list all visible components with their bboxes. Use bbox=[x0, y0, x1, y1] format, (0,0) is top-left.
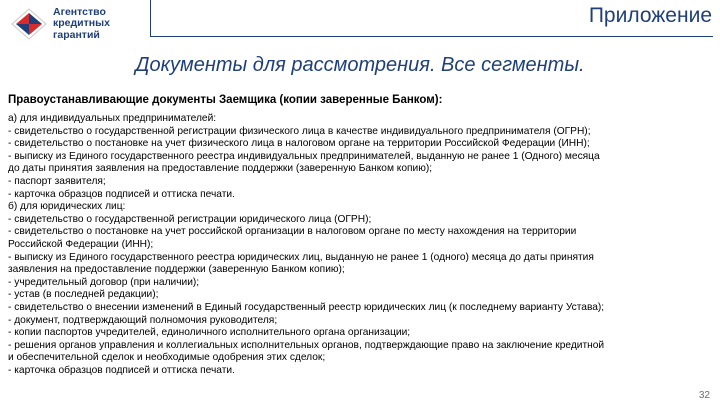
list-item: а) для индивидуальных предпринимателей: bbox=[8, 113, 217, 124]
list-item: - паспорт заявителя; bbox=[8, 175, 106, 187]
list-item: - выписку из Единого государственного реестра юридических лиц, выданную не ранее 1 (одного) месяца до даты принятия bbox=[8, 251, 594, 263]
list-item: - свидетельство о государственной регистрации юридического лица (ОГРН); bbox=[8, 213, 372, 225]
logo-line: Агентство bbox=[53, 5, 106, 18]
list-item: - устав (в последней редакции); bbox=[8, 289, 159, 301]
document-list bbox=[8, 113, 714, 377]
header bbox=[0, 0, 720, 50]
list-item: Российской Федерации (ИНН); bbox=[8, 238, 154, 250]
list-item: - копии паспортов учредителей, единоличного исполнительного органа организации; bbox=[8, 327, 411, 339]
list-item: - свидетельство о государственной регистрации физического лица в качестве индивидуального предпринимателя (ОГРН); bbox=[8, 125, 591, 137]
list-item: - свидетельство о постановке на учет физического лица в налоговом органе на территории Российской Федерации (ИНН); bbox=[8, 138, 590, 150]
logo-line: гарантий bbox=[53, 28, 100, 41]
section-heading: Правоустанавливающие документы Заемщика (копии заверенные Банком): bbox=[8, 94, 443, 106]
agency-logo bbox=[10, 5, 130, 43]
appendix-label: Приложение bbox=[588, 4, 712, 27]
list-item: - учредительный договор (при наличии); bbox=[8, 276, 200, 288]
logo-text bbox=[53, 7, 110, 42]
logo-line: кредитных bbox=[53, 17, 110, 30]
list-item: - выписку из Единого государственного реестра индивидуальных предпринимателей, выданную не ранее 1 (Одного) месяца bbox=[8, 150, 600, 162]
list-item: - свидетельство о внесении изменений в Единый государственный реестр юридических лиц (к последнему варианту Устава); bbox=[8, 301, 605, 313]
list-item: б) для юридических лиц: bbox=[8, 201, 126, 213]
list-item: до даты принятия заявления на предоставление поддержки (заверенную Банком копию); bbox=[8, 163, 433, 175]
list-item: - решения органов управления и коллегиальных исполнительных органов, подтверждающие право на заключение кредитной bbox=[8, 339, 605, 351]
list-item: - карточка образцов подписей и оттиска печати. bbox=[8, 364, 235, 376]
page-number: 32 bbox=[698, 390, 710, 401]
list-item: - документ, подтверждающий полномочия руководителя; bbox=[8, 314, 278, 326]
list-item: - свидетельство о постановке на учет российской организации в налоговом органе по месту нахождения на территории bbox=[8, 226, 577, 238]
list-item: - карточка образцов подписей и оттиска печати. bbox=[8, 188, 235, 200]
list-item: заявления на предоставление поддержки (заверенную Банком копию); bbox=[8, 264, 345, 276]
page-title: Документы для рассмотрения. Все сегменты. bbox=[135, 54, 585, 76]
logo-mark-icon bbox=[10, 7, 48, 41]
list-item: и обеспечительной сделок и необходимые одобрения этих сделок; bbox=[8, 352, 326, 364]
